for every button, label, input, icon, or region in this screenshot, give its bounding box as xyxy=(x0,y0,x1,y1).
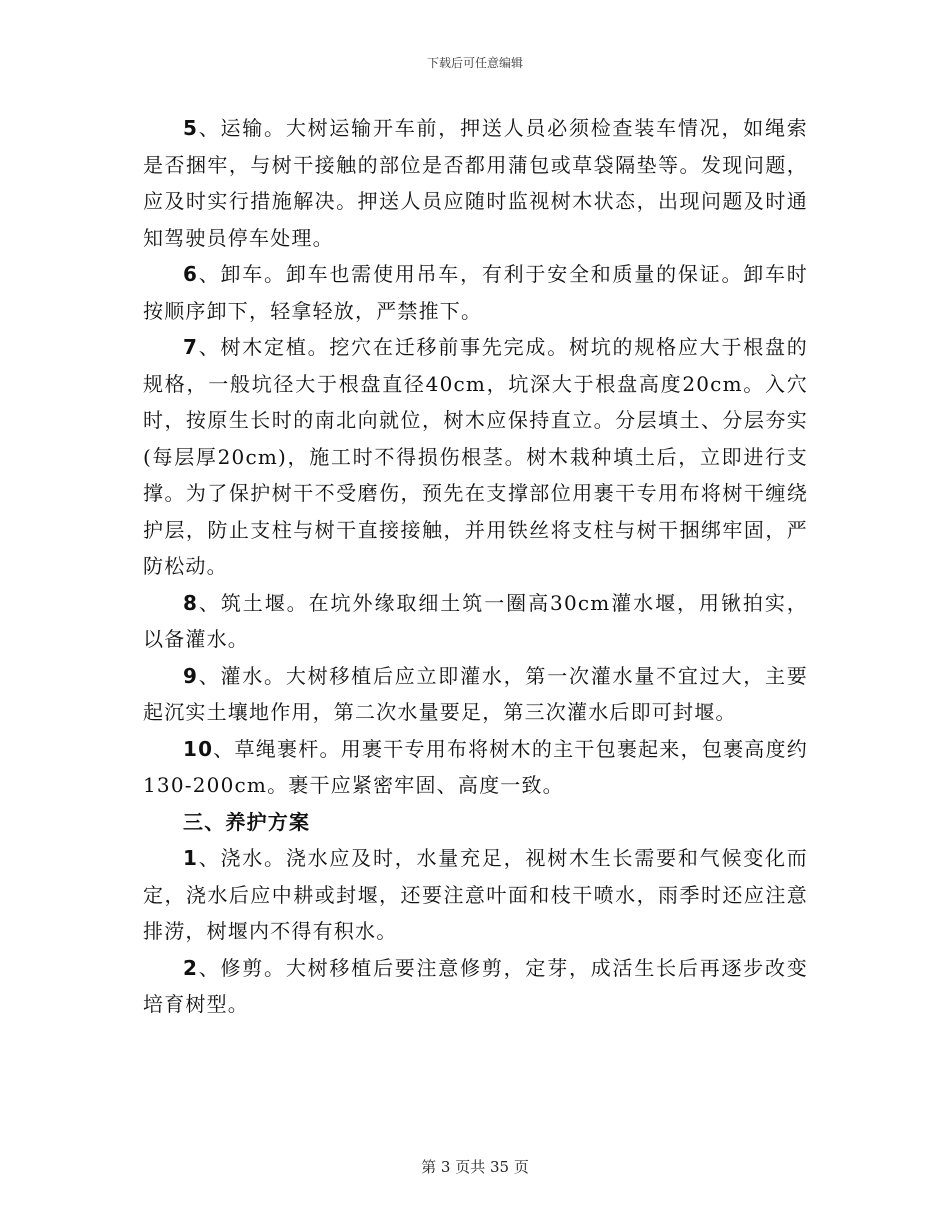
paragraph-text: 、草绳裹杆。用裹干专用布将树木的主干包裹起来，包裹高度约130-200cm。裹干应紧密牢固、高度一致。 xyxy=(143,736,808,797)
paragraph-text: 、修剪。大树移植后要注意修剪，定芽，成活生长后再逐步改变培育树型。 xyxy=(143,955,808,1016)
paragraph-text: 、树木定植。挖穴在迁移前事先完成。树坑的规格应大于根盘的规格，一般坑径大于根盘直径40cm，坑深大于根盘高度20cm。入穴时，按原生长时的南北向就位，树木应保持直立。分层填土、分层夯实(每层厚20cm)，施工时不得损伤根茎。树木栽种填土后，立即进行支撑。为了保护树干不受磨伤，预先在支撑部位用裹干专用布将树干缠绕护层，防止支柱与树干直接接触，并用铁丝将支柱与树干捆绑牢固，严防松动。 xyxy=(143,335,808,578)
paragraph-text: 、灌水。大树移植后应立即灌水，第一次灌水量不宜过大，主要起沉实土壤地作用，第二次水量要足，第三次灌水后即可封堰。 xyxy=(143,663,808,724)
section-title-care-plan: 三、养护方案 xyxy=(183,809,311,834)
paragraph-text: 、运输。大树运输开车前，押送人员必须检查装车情况，如绳索是否捆牢，与树干接触的部位是否都用蒲包或草袋隔垫等。发现问题，应及时实行措施解决。押送人员应随时监视树木状态，出现问题及时通知驾驶员停车处理。 xyxy=(143,116,808,250)
document-body xyxy=(143,110,808,1023)
item-number: 9 xyxy=(183,663,199,688)
item-number: 2 xyxy=(183,955,199,980)
item-number: 8 xyxy=(183,590,199,615)
item-number: 6 xyxy=(183,262,199,286)
item-number: 7 xyxy=(183,335,199,359)
paragraph-text: 、卸车。卸车也需使用吊车，有利于安全和质量的保证。卸车时按顺序卸下，轻拿轻放，严禁推下。 xyxy=(143,262,808,323)
paragraph-planting xyxy=(143,329,808,585)
item-number: 5 xyxy=(183,116,199,140)
page-header: 下载后可任意编辑 xyxy=(426,56,523,70)
paragraph-earth-weir xyxy=(143,585,808,658)
paragraph-care-watering xyxy=(143,840,808,950)
paragraph-trunk-wrapping xyxy=(143,731,808,804)
item-number: 1 xyxy=(183,846,199,870)
paragraph-text: 、浇水。浇水应及时，水量充足，视树木生长需要和气候变化而定，浇水后应中耕或封堰，还要注意叶面和枝干喷水，雨季时还应注意排涝，树堰内不得有积水。 xyxy=(143,846,808,943)
paragraph-text: 、筑土堰。在坑外缘取细土筑一圈高30cm灌水堰，用锹拍实，以备灌水。 xyxy=(143,590,808,651)
item-number: 10 xyxy=(183,736,214,761)
paragraph-transport xyxy=(143,110,808,256)
paragraph-care-pruning xyxy=(143,950,808,1023)
paragraph-unloading xyxy=(143,256,808,329)
page-footer: 第 3 页共 35 页 xyxy=(421,1158,529,1176)
paragraph-watering xyxy=(143,658,808,731)
